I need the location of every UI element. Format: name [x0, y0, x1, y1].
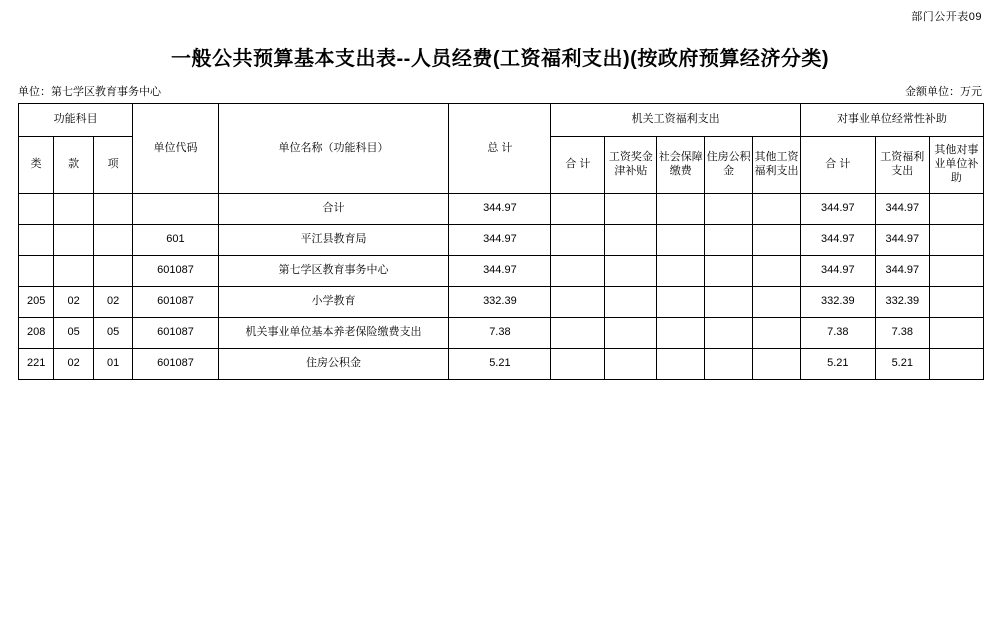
unit-label: 单位：第七学区教育事务中心 — [18, 86, 161, 98]
cell-org-total — [551, 287, 605, 318]
cell-org-bonus — [605, 225, 657, 256]
cell-org-housing — [705, 256, 753, 287]
table-row — [19, 287, 984, 318]
cell-org-bonus — [605, 318, 657, 349]
cell-org-total — [551, 256, 605, 287]
cell-cat-class — [19, 256, 54, 287]
cell-cat-section: 02 — [54, 287, 94, 318]
cell-inst-salary: 344.97 — [875, 225, 929, 256]
cell-inst-total: 5.21 — [800, 349, 875, 380]
header-unit-code: 单位代码 — [133, 104, 218, 194]
table-body — [19, 194, 984, 380]
header-inst-salary: 工资福利支出 — [875, 137, 929, 194]
header-total: 总 计 — [449, 104, 551, 194]
cell-org-bonus — [605, 287, 657, 318]
cell-inst-other — [929, 225, 983, 256]
header-org-housing: 住房公积金 — [705, 137, 753, 194]
cell-inst-salary: 7.38 — [875, 318, 929, 349]
form-code-label: 部门公开表09 — [911, 11, 982, 23]
cell-unit-name: 机关事业单位基本养老保险缴费支出 — [218, 318, 449, 349]
cell-inst-other — [929, 318, 983, 349]
cell-org-other — [753, 318, 801, 349]
cell-org-social — [657, 318, 705, 349]
cell-inst-other — [929, 287, 983, 318]
cell-org-other — [753, 256, 801, 287]
cell-org-social — [657, 194, 705, 225]
header-function-subject: 功能科目 — [19, 104, 133, 137]
table-row — [19, 318, 984, 349]
header-cat-section: 款 — [54, 137, 94, 194]
cell-org-other — [753, 349, 801, 380]
cell-org-total — [551, 194, 605, 225]
header-unit-name: 单位名称（功能科目） — [218, 104, 449, 194]
header-org-bonus: 工资奖金津补贴 — [605, 137, 657, 194]
cell-inst-salary: 344.97 — [875, 256, 929, 287]
header-org-salary-group: 机关工资福利支出 — [551, 104, 801, 137]
cell-org-other — [753, 194, 801, 225]
cell-unit-name: 合计 — [218, 194, 449, 225]
header-org-other: 其他工资福利支出 — [753, 137, 801, 194]
cell-cat-item — [93, 225, 133, 256]
cell-unit-code: 601087 — [133, 318, 218, 349]
cell-cat-section — [54, 225, 94, 256]
header-institution-group: 对事业单位经常性补助 — [800, 104, 983, 137]
cell-unit-name: 住房公积金 — [218, 349, 449, 380]
cell-cat-class — [19, 225, 54, 256]
cell-cat-item: 05 — [93, 318, 133, 349]
cell-total: 344.97 — [449, 194, 551, 225]
cell-inst-other — [929, 194, 983, 225]
amount-unit-label: 金额单位：万元 — [905, 86, 982, 98]
cell-org-bonus — [605, 194, 657, 225]
cell-org-total — [551, 349, 605, 380]
cell-unit-code: 601087 — [133, 349, 218, 380]
cell-inst-total: 7.38 — [800, 318, 875, 349]
cell-org-total — [551, 225, 605, 256]
cell-org-social — [657, 349, 705, 380]
cell-org-housing — [705, 349, 753, 380]
cell-inst-other — [929, 349, 983, 380]
cell-inst-total: 344.97 — [800, 225, 875, 256]
cell-unit-name: 小学教育 — [218, 287, 449, 318]
cell-total: 344.97 — [449, 225, 551, 256]
cell-total: 5.21 — [449, 349, 551, 380]
header-cat-item: 项 — [93, 137, 133, 194]
cell-org-housing — [705, 194, 753, 225]
cell-cat-item: 02 — [93, 287, 133, 318]
cell-org-total — [551, 318, 605, 349]
cell-cat-class: 208 — [19, 318, 54, 349]
header-cat-class: 类 — [19, 137, 54, 194]
cell-org-bonus — [605, 349, 657, 380]
cell-org-social — [657, 225, 705, 256]
table-row — [19, 225, 984, 256]
cell-org-housing — [705, 318, 753, 349]
cell-org-other — [753, 225, 801, 256]
table-row — [19, 349, 984, 380]
cell-org-housing — [705, 287, 753, 318]
cell-inst-salary: 344.97 — [875, 194, 929, 225]
cell-cat-class: 205 — [19, 287, 54, 318]
cell-cat-item — [93, 256, 133, 287]
cell-cat-section — [54, 194, 94, 225]
cell-unit-code — [133, 194, 218, 225]
cell-total: 7.38 — [449, 318, 551, 349]
table-header-row-1 — [19, 104, 984, 137]
table-row — [19, 256, 984, 287]
cell-unit-name: 平江县教育局 — [218, 225, 449, 256]
cell-total: 332.39 — [449, 287, 551, 318]
cell-unit-code: 601 — [133, 225, 218, 256]
cell-inst-total: 332.39 — [800, 287, 875, 318]
cell-org-social — [657, 256, 705, 287]
cell-org-housing — [705, 225, 753, 256]
cell-inst-total: 344.97 — [800, 194, 875, 225]
cell-cat-section: 05 — [54, 318, 94, 349]
cell-inst-total: 344.97 — [800, 256, 875, 287]
cell-org-other — [753, 287, 801, 318]
table-row — [19, 194, 984, 225]
cell-cat-item: 01 — [93, 349, 133, 380]
cell-cat-item — [93, 194, 133, 225]
cell-cat-class: 221 — [19, 349, 54, 380]
cell-inst-salary: 5.21 — [875, 349, 929, 380]
header-inst-other: 其他对事业单位补助 — [929, 137, 983, 194]
cell-total: 344.97 — [449, 256, 551, 287]
header-inst-total: 合 计 — [800, 137, 875, 194]
cell-cat-class — [19, 194, 54, 225]
meta-row — [18, 83, 982, 99]
cell-inst-other — [929, 256, 983, 287]
cell-inst-salary: 332.39 — [875, 287, 929, 318]
header-org-total: 合 计 — [551, 137, 605, 194]
cell-unit-code: 601087 — [133, 287, 218, 318]
cell-unit-code: 601087 — [133, 256, 218, 287]
cell-org-bonus — [605, 256, 657, 287]
budget-table — [18, 103, 984, 380]
cell-cat-section — [54, 256, 94, 287]
cell-unit-name: 第七学区教育事务中心 — [218, 256, 449, 287]
header-org-social: 社会保障缴费 — [657, 137, 705, 194]
cell-org-social — [657, 287, 705, 318]
page-title: 一般公共预算基本支出表--人员经费(工资福利支出)(按政府预算经济分类) — [171, 48, 829, 70]
cell-cat-section: 02 — [54, 349, 94, 380]
